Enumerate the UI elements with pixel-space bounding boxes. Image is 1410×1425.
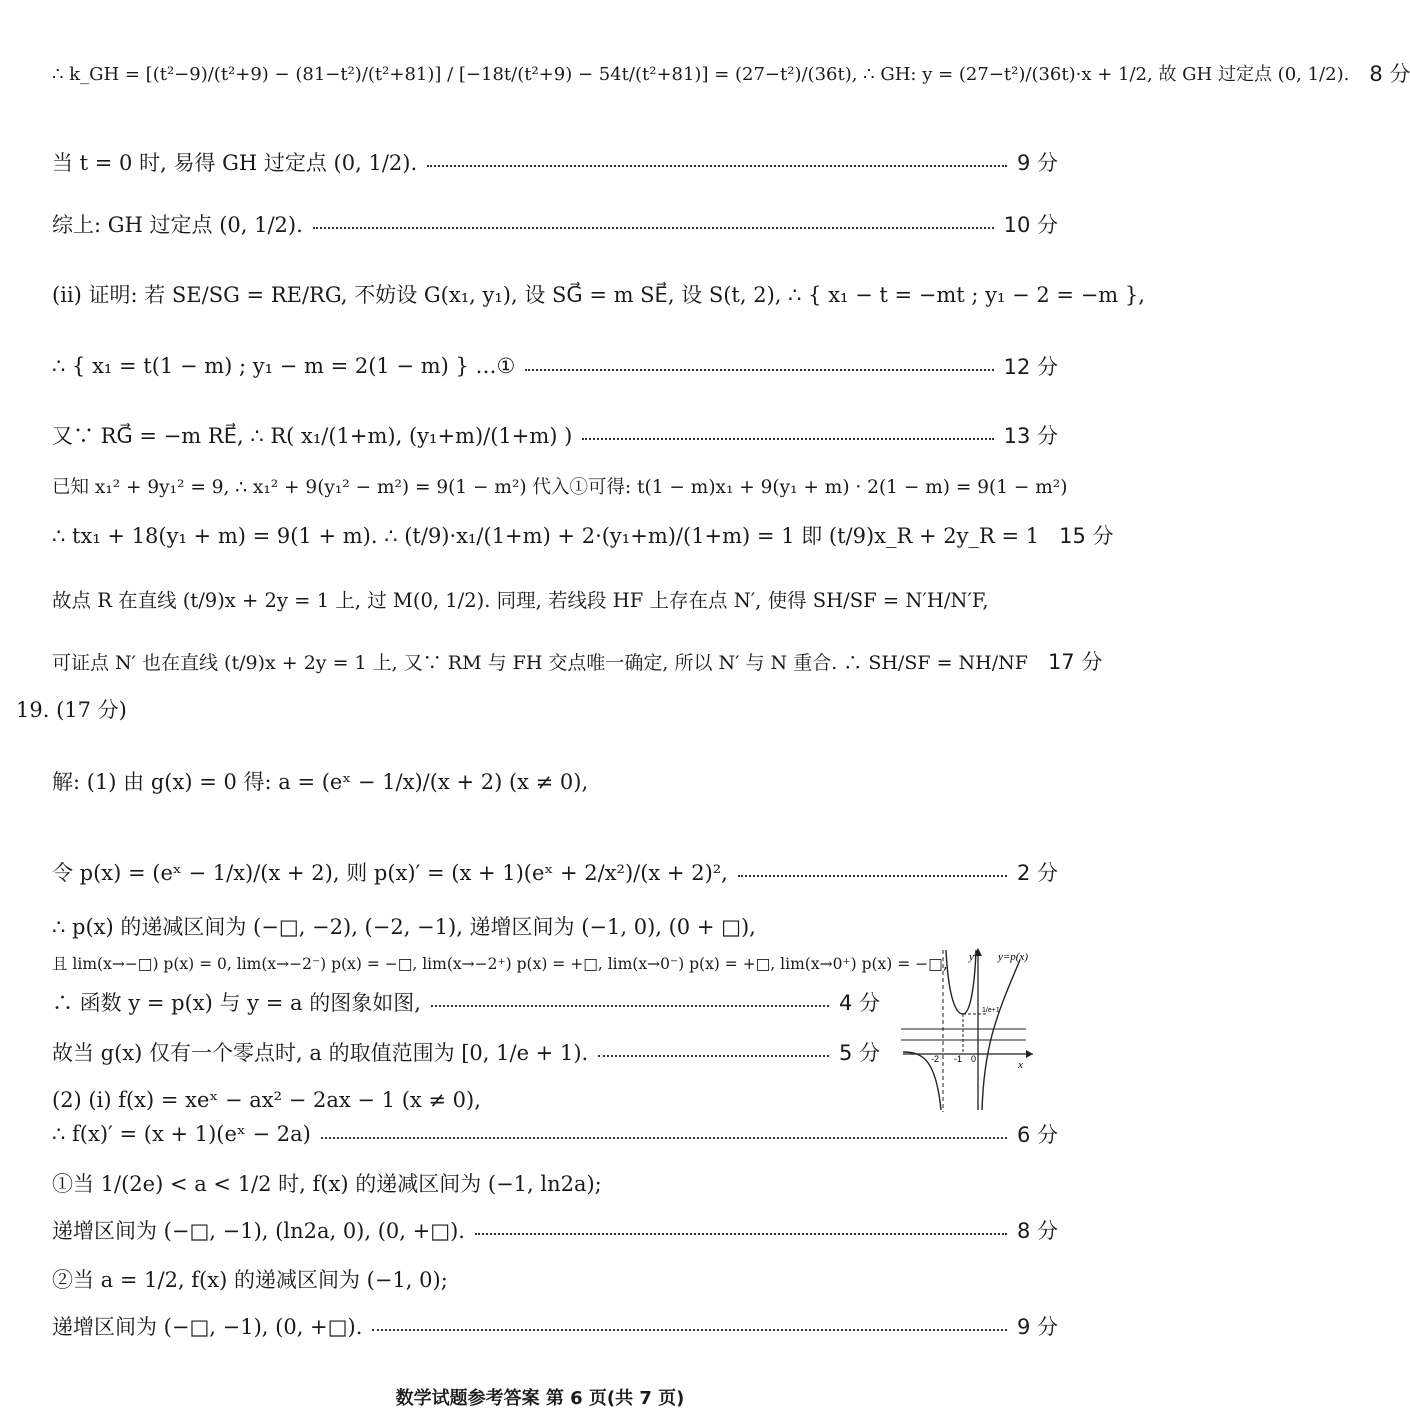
line-kgh bbox=[52, 18, 1410, 128]
score: 2 分 bbox=[1016, 861, 1058, 885]
line-derivative-p bbox=[52, 834, 1058, 910]
line-system-1 bbox=[52, 338, 1058, 394]
line-text: 当 t = 0 时, 易得 GH 过定点 (0, 1/2). bbox=[52, 151, 418, 175]
line-text: ①当 1/(2e) < a < 1/2 时, f(x) 的递减区间为 (−1, ln2a); bbox=[52, 1172, 602, 1196]
x-axis-arrow bbox=[1026, 1050, 1033, 1058]
line-r-coords bbox=[52, 410, 1058, 460]
line-part2 bbox=[52, 1086, 880, 1114]
line-text: 故当 g(x) 仅有一个零点时, a 的取值范围为 [0, 1/e + 1). bbox=[52, 1041, 589, 1065]
dot-leader bbox=[313, 227, 994, 229]
line-graph-ref bbox=[52, 988, 880, 1016]
line-text: 递增区间为 (−□, −1), (0, +□). bbox=[52, 1315, 363, 1339]
line-text: 已知 x₁² + 9y₁² = 9, ∴ x₁² + 9(y₁² − m²) = 9(1 − m²) 代入①可得: t(1 − m)x₁ + 9(y₁ + m) · 2(1 − m) = 9(1 − m²) bbox=[52, 477, 1068, 498]
line-point-r bbox=[52, 576, 1058, 622]
line-text: ∴ p(x) 的递减区间为 (−□, −2), (−2, −1), 递增区间为 (−1, 0), (0 + □), bbox=[52, 915, 756, 939]
dot-leader bbox=[431, 1005, 829, 1007]
score: 8 分 bbox=[1016, 1219, 1058, 1243]
line-n-prime bbox=[52, 638, 1103, 684]
line-text: ∴ tx₁ + 18(y₁ + m) = 9(1 + m). ∴ (t/9)·x₁/(1+m) + 2·(y₁+m)/(1+m) = 1 即 (t/9)x_R + 2y_R = 1 bbox=[52, 524, 1040, 548]
line-substitute bbox=[52, 472, 1068, 500]
line-text: 又∵ RG⃗ = −m RE⃗, ∴ R( x₁/(1+m), (y₁+m)/(1+m) ) bbox=[52, 424, 573, 448]
line-text: 解: (1) 由 g(x) = 0 得: a = (eˣ − 1/x)/(x + 2) (x ≠ 0), bbox=[52, 770, 589, 794]
dot-leader bbox=[598, 1055, 829, 1057]
line-text: (ⅱ) 证明: 若 SE/SG = RE/RG, 不妨设 G(x₁, y₁), 设 SG⃗ = m SE⃗, 设 S(t, 2), ∴ { x₁ − t = −mt ; y₁ − 2 = −m }, bbox=[52, 283, 1145, 307]
line-text: ②当 a = 1/2, f(x) 的递减区间为 (−1, 0); bbox=[52, 1268, 448, 1292]
dot-leader bbox=[582, 438, 993, 440]
line-derivative-f bbox=[52, 1120, 1058, 1148]
score: 13 分 bbox=[1003, 424, 1058, 448]
line-text: (2) (ⅰ) f(x) = xeˣ − ax² − 2ax − 1 (x ≠ 0), bbox=[52, 1088, 481, 1112]
score: 8 分 bbox=[1369, 62, 1410, 86]
score: 5 分 bbox=[838, 1041, 880, 1065]
curve-right-branch bbox=[982, 960, 1020, 1110]
line-case2-inc bbox=[52, 1312, 1058, 1340]
score: 9 分 bbox=[1016, 1315, 1058, 1339]
line-line-eq bbox=[52, 512, 1114, 558]
label-y: y bbox=[969, 951, 974, 963]
label-x: x bbox=[1018, 1059, 1023, 1071]
line-text: ∴ 函数 y = p(x) 与 y = a 的图象如图, bbox=[52, 991, 421, 1015]
line-t-zero bbox=[52, 140, 1058, 184]
score: 10 分 bbox=[1003, 213, 1058, 237]
score: 6 分 bbox=[1016, 1123, 1058, 1147]
dot-leader bbox=[321, 1137, 1007, 1139]
line-text: 可证点 N′ 也在直线 (t/9)x + 2y = 1 上, 又∵ RM 与 FH 交点唯一确定, 所以 N′ 与 N 重合. ∴ SH/SF = NH/NF bbox=[52, 651, 1028, 674]
line-range-a bbox=[52, 1030, 880, 1074]
score: 15 分 bbox=[1059, 524, 1114, 548]
label-zero: 0 bbox=[971, 1054, 977, 1064]
line-text: 且 lim(x→−□) p(x) = 0, lim(x→−2⁻) p(x) = −□, lim(x→−2⁺) p(x) = +□, lim(x→0⁻) p(x) = +□, lim(x→0⁺) p(x) = −□, bbox=[52, 955, 948, 973]
dot-leader bbox=[372, 1329, 1007, 1331]
line-proof-start bbox=[52, 266, 1145, 322]
dot-leader bbox=[738, 875, 1007, 877]
line-text: ∴ f(x)′ = (x + 1)(eˣ − 2a) bbox=[52, 1122, 311, 1146]
page-footer: 数学试题参考答案 第 6 页(共 7 页) bbox=[395, 1388, 685, 1409]
line-solution-1 bbox=[52, 736, 1058, 826]
label-curve: y=p(x) bbox=[998, 951, 1029, 963]
label-level: 1/e+1 bbox=[982, 1007, 1000, 1014]
question-header: 19. (17 分) bbox=[16, 698, 127, 722]
line-text: 令 p(x) = (eˣ − 1/x)/(x + 2), 则 p(x)′ = (x + 1)(eˣ + 2/x²)/(x + 2)², bbox=[52, 861, 728, 885]
line-text: 故点 R 在直线 (t/9)x + 2y = 1 上, 过 M(0, 1/2). 同理, 若线段 HF 上存在点 N′, 使得 SH/SF = N′H/N′F, bbox=[52, 589, 989, 612]
line-text: 综上: GH 过定点 (0, 1/2). bbox=[52, 213, 303, 237]
line-monotonic bbox=[52, 912, 880, 940]
score: 4 分 bbox=[838, 991, 880, 1015]
label-minus-1: -1 bbox=[954, 1054, 963, 1064]
line-case1-inc bbox=[52, 1216, 1058, 1244]
p-of-x-graph bbox=[898, 940, 1038, 1115]
label-minus-2: -2 bbox=[931, 1054, 940, 1064]
line-text: 递增区间为 (−□, −1), (ln2a, 0), (0, +□). bbox=[52, 1219, 465, 1243]
line-conclusion bbox=[52, 202, 1058, 246]
dot-leader bbox=[475, 1233, 1007, 1235]
dot-leader bbox=[427, 165, 1007, 167]
line-text: ∴ { x₁ = t(1 − m) ; y₁ − m = 2(1 − m) } …① bbox=[52, 354, 516, 378]
score: 17 分 bbox=[1047, 650, 1103, 674]
line-case1 bbox=[52, 1160, 1058, 1206]
score: 12 分 bbox=[1003, 355, 1058, 379]
dot-leader bbox=[525, 369, 993, 371]
score: 9 分 bbox=[1016, 151, 1058, 175]
line-limits bbox=[52, 946, 948, 980]
line-text: ∴ k_GH = [(t²−9)/(t²+9) − (81−t²)/(t²+81)] / [−18t/(t²+9) − 54t/(t²+81)] = (27−t²)/(36t), ∴ GH: y = (27−t²)/(36t)·x + 1/2, 故 GH 过定点 (0, 1/2). bbox=[52, 64, 1350, 85]
line-case2 bbox=[52, 1256, 1058, 1302]
